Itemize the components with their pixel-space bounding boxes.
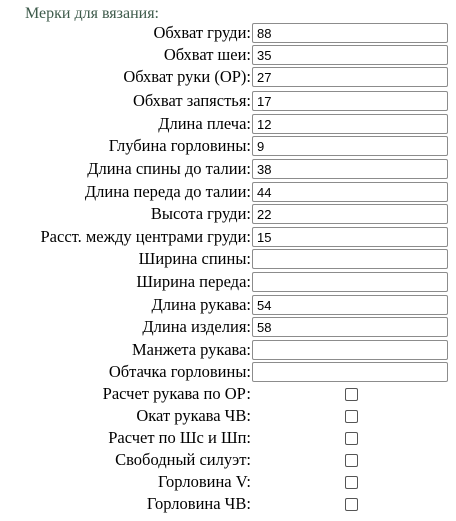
bust-height-input[interactable] <box>252 204 448 224</box>
back-waist-label: Длина спины до талии: <box>87 159 251 178</box>
checkbox-row-back-front-width <box>0 427 456 449</box>
wrist-label: Обхват запястья: <box>132 91 251 110</box>
chest-input[interactable] <box>252 23 448 43</box>
field-row-neck <box>0 44 456 66</box>
field-row-bust-distance <box>0 226 456 248</box>
garment-length-label: Длина изделия: <box>142 317 251 336</box>
form-title: Мерки для вязания: <box>25 5 159 22</box>
back-width-label: Ширина спины: <box>138 249 251 268</box>
field-row-front-width <box>0 271 456 293</box>
checkbox-row-neck-cv <box>0 493 456 515</box>
sleeve-cap-checkbox[interactable] <box>345 410 358 423</box>
front-waist-input[interactable] <box>252 182 448 202</box>
field-row-wrist <box>0 90 456 112</box>
front-width-input[interactable] <box>252 272 448 292</box>
neck-label: Обхват шеи: <box>163 45 251 64</box>
bust-height-label: Высота груди: <box>150 204 251 223</box>
bust-distance-label: Расст. между центрами груди: <box>40 227 251 246</box>
field-row-arm <box>0 66 456 88</box>
field-row-sleeve-length <box>0 294 456 316</box>
sleeve-length-input[interactable] <box>252 295 448 315</box>
neck-facing-input[interactable] <box>252 362 448 382</box>
neck-input[interactable] <box>252 45 448 65</box>
sleeve-by-arm-checkbox[interactable] <box>345 388 358 401</box>
front-waist-label: Длина переда до талии: <box>84 182 251 201</box>
neck-facing-label: Обтачка горловины: <box>108 362 251 381</box>
back-front-width-checkbox[interactable] <box>345 432 358 445</box>
field-row-cuff <box>0 339 456 361</box>
checkbox-row-sleeve-by-arm <box>0 383 456 405</box>
field-row-shoulder <box>0 113 456 135</box>
wrist-input[interactable] <box>252 91 448 111</box>
neck-cv-checkbox[interactable] <box>345 498 358 511</box>
bust-distance-input[interactable] <box>252 227 448 247</box>
checkbox-row-sleeve-cap <box>0 405 456 427</box>
sleeve-by-arm-label: Расчет рукава по ОР: <box>102 384 251 403</box>
back-front-width-label: Расчет по Шс и Шп: <box>108 428 251 447</box>
field-row-garment-length <box>0 316 456 338</box>
loose-fit-label: Свободный силуэт: <box>115 450 251 469</box>
field-row-back-waist <box>0 158 456 180</box>
checkbox-row-v-neck <box>0 471 456 493</box>
field-row-bust-height <box>0 203 456 225</box>
v-neck-checkbox[interactable] <box>345 476 358 489</box>
field-row-neck-facing <box>0 361 456 383</box>
sleeve-length-label: Длина рукава: <box>151 295 251 314</box>
neck-cv-label: Горловина ЧВ: <box>146 494 251 513</box>
neckline-depth-input[interactable] <box>252 136 448 156</box>
chest-label: Обхват груди: <box>153 23 251 42</box>
field-row-back-width <box>0 248 456 270</box>
back-width-input[interactable] <box>252 249 448 269</box>
arm-label: Обхват руки (ОР): <box>123 67 251 86</box>
cuff-label: Манжета рукава: <box>131 340 251 359</box>
checkbox-row-loose-fit <box>0 449 456 471</box>
cuff-input[interactable] <box>252 340 448 360</box>
shoulder-label: Длина плеча: <box>158 114 251 133</box>
front-width-label: Ширина переда: <box>136 272 251 291</box>
field-row-neckline-depth <box>0 135 456 157</box>
arm-input[interactable] <box>252 67 448 87</box>
loose-fit-checkbox[interactable] <box>345 454 358 467</box>
garment-length-input[interactable] <box>252 317 448 337</box>
field-row-front-waist <box>0 181 456 203</box>
v-neck-label: Горловина V: <box>157 472 251 491</box>
shoulder-input[interactable] <box>252 114 448 134</box>
neckline-depth-label: Глубина горловины: <box>108 136 251 155</box>
sleeve-cap-label: Окат рукава ЧВ: <box>136 406 251 425</box>
back-waist-input[interactable] <box>252 159 448 179</box>
field-row-chest <box>0 22 456 44</box>
